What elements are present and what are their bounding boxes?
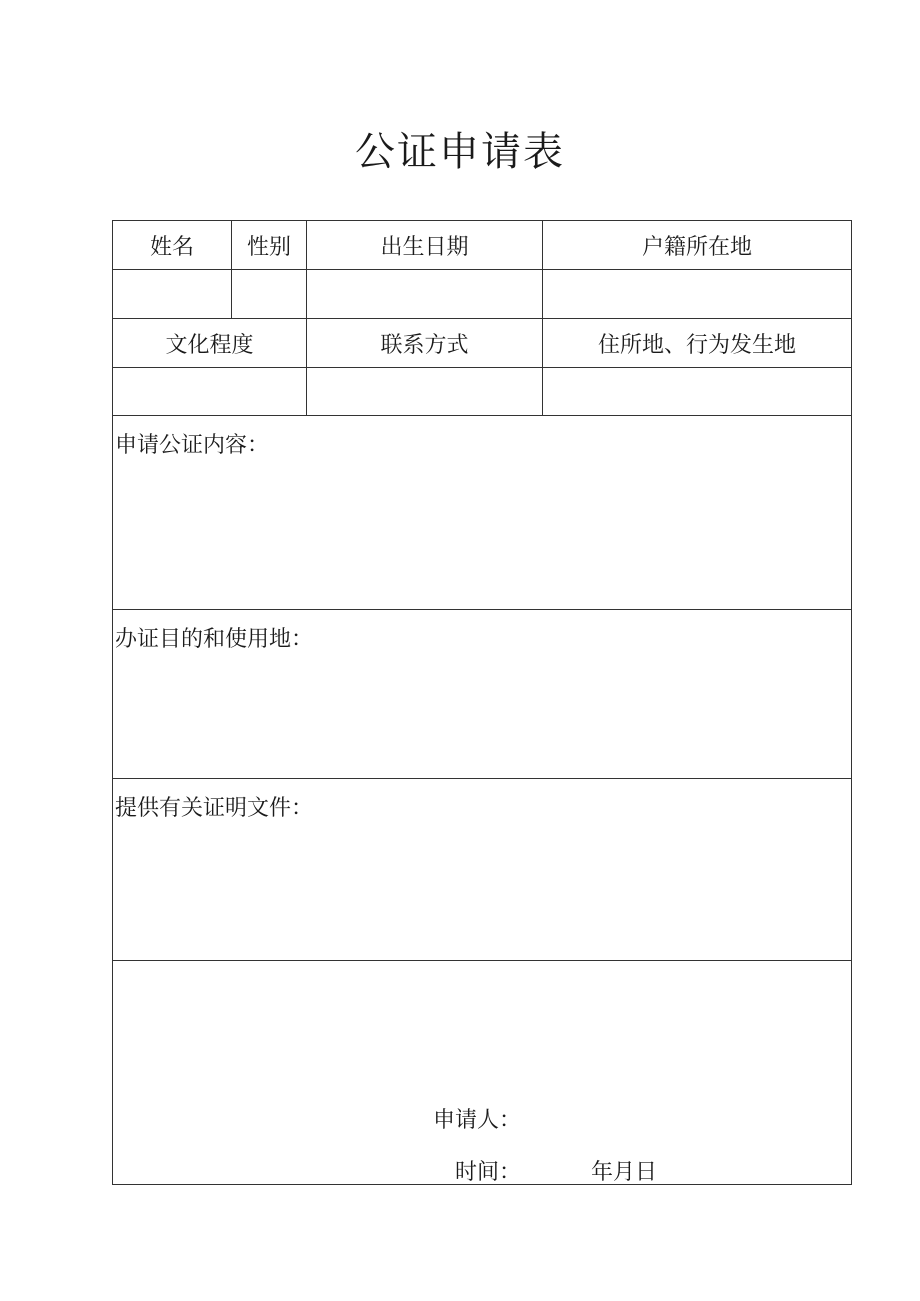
label-contact: 联系方式 [307, 319, 543, 368]
section-content[interactable] [113, 416, 852, 610]
section-documents-row [113, 779, 852, 961]
input-row-personal [113, 270, 852, 319]
page-title: 公证申请表 [355, 129, 565, 175]
time-line [455, 1155, 657, 1186]
header-row-personal [113, 221, 852, 270]
section-content-label: 申请公证内容： [115, 433, 270, 458]
field-birth-date[interactable] [307, 270, 543, 319]
section-purpose-label: 办证目的和使用地： [115, 627, 314, 652]
applicant-label: 申请人： [433, 1108, 522, 1133]
label-residence: 住所地、行为发生地 [543, 319, 852, 368]
section-purpose-row [113, 610, 852, 779]
label-name: 姓名 [113, 221, 232, 270]
input-row-contact [113, 368, 852, 416]
field-name[interactable] [113, 270, 232, 319]
label-household-place: 户籍所在地 [543, 221, 852, 270]
section-content-row [113, 416, 852, 610]
field-gender[interactable] [232, 270, 307, 319]
header-row-contact [113, 319, 852, 368]
label-gender: 性别 [232, 221, 307, 270]
application-form-table [112, 220, 852, 1185]
section-documents-label: 提供有关证明文件： [115, 796, 314, 821]
field-contact[interactable] [307, 368, 543, 416]
time-label: 时间： [455, 1160, 522, 1185]
signature-row [113, 961, 852, 1185]
signature-area[interactable] [113, 961, 852, 1185]
date-label: 年月日 [591, 1160, 658, 1185]
section-purpose[interactable] [113, 610, 852, 779]
label-education: 文化程度 [113, 319, 307, 368]
field-household-place[interactable] [543, 270, 852, 319]
section-documents[interactable] [113, 779, 852, 961]
label-birth-date: 出生日期 [307, 221, 543, 270]
field-residence[interactable] [543, 368, 852, 416]
field-education[interactable] [113, 368, 307, 416]
